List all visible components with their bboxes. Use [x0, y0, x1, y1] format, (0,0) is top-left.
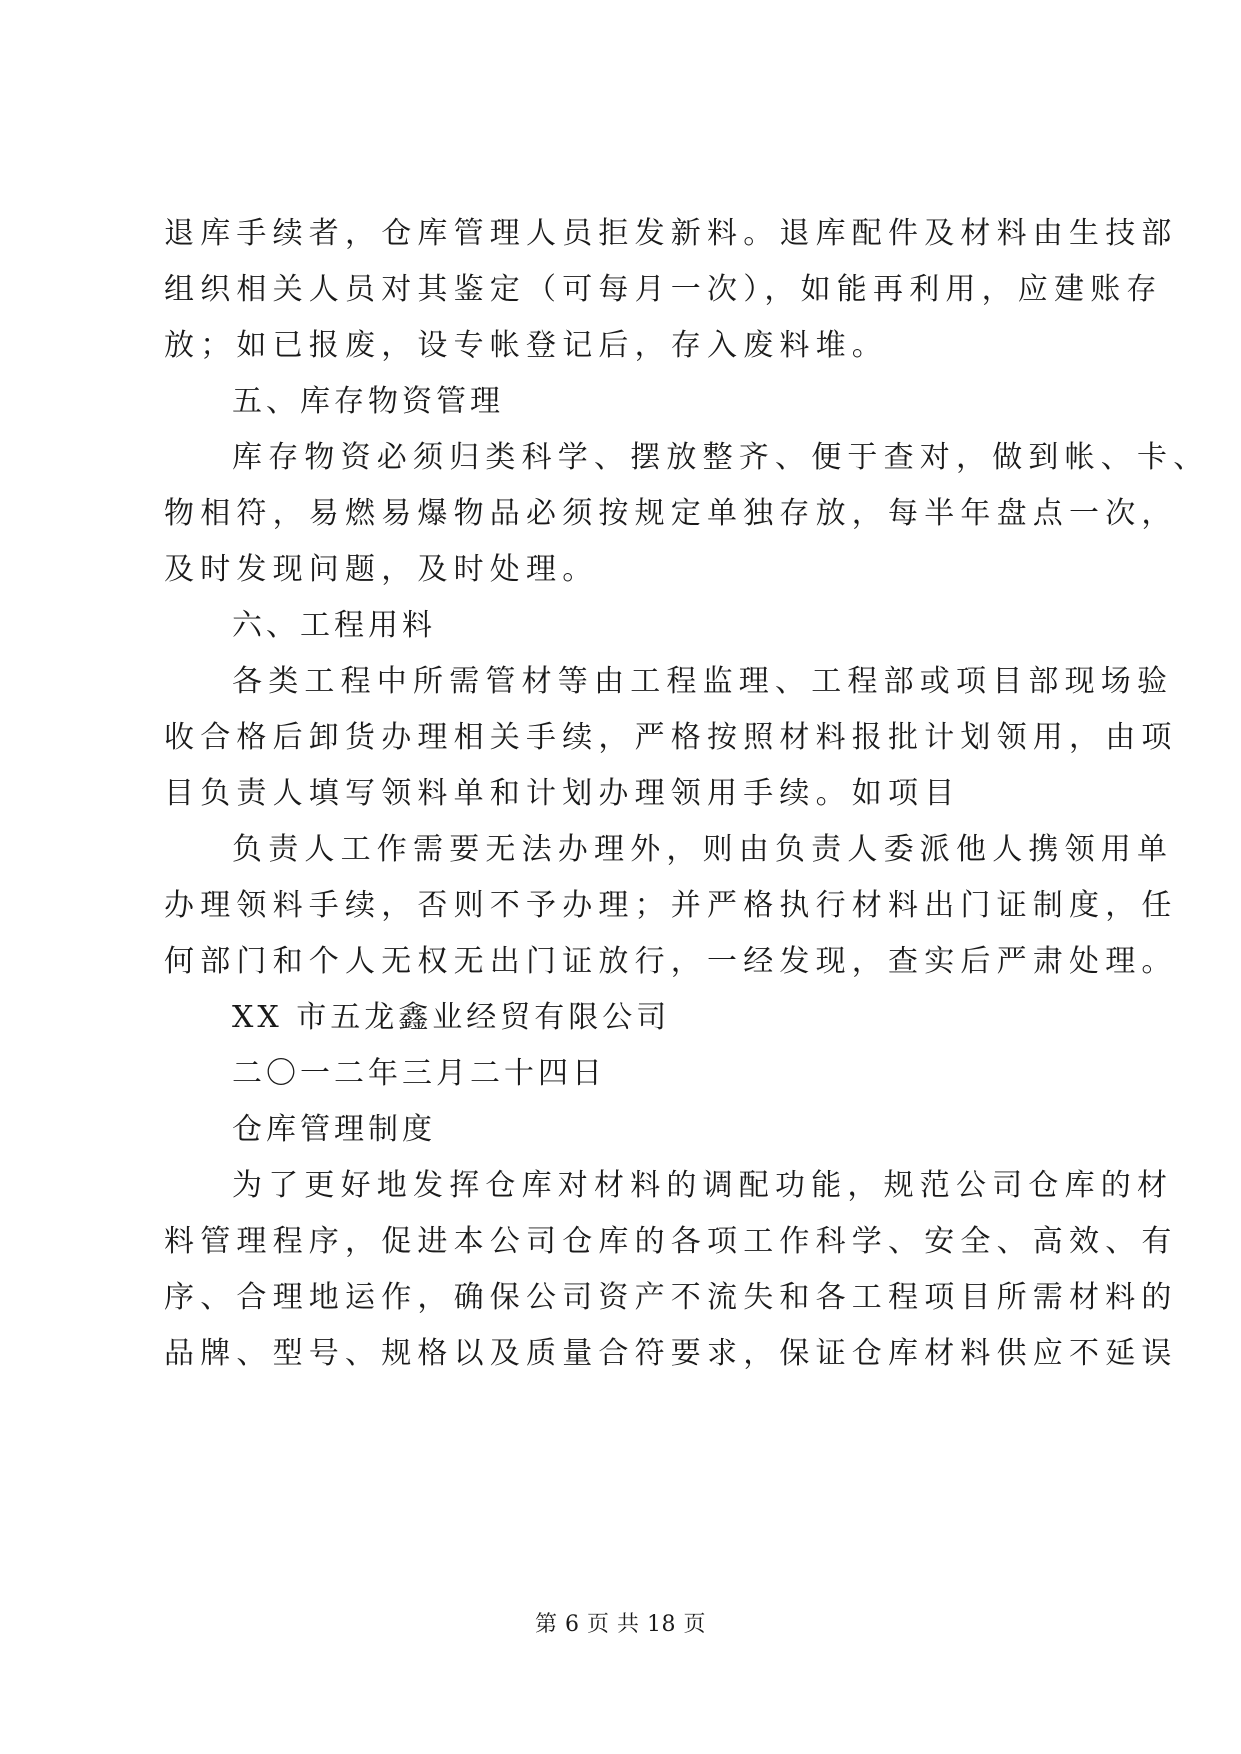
text-line-1: 退库手续者，仓库管理人员拒发新料。退库配件及材料由生技部	[164, 216, 1178, 251]
text-line-7: 及时发现问题，及时处理。	[164, 552, 599, 587]
text-line-21: 品牌、型号、规格以及质量合符要求，保证仓库材料供应不延误	[164, 1336, 1178, 1371]
section-heading-5: 五、库存物资管理	[232, 384, 504, 419]
text-line-2: 组织相关人员对其鉴定（可每月一次），如能再利用，应建账存	[164, 272, 1163, 307]
document-title: 仓库管理制度	[232, 1112, 436, 1147]
text-line-11: 目负责人填写领料单和计划办理领用手续。如项目	[164, 776, 961, 811]
text-line-9: 各类工程中所需管材等由工程监理、工程部或项目部现场验	[232, 664, 1174, 699]
text-line-6: 物相符，易燃易爆物品必须按规定单独存放，每半年盘点一次，	[164, 496, 1178, 531]
text-line-3: 放；如已报废，设专帐登记后，存入废料堆。	[164, 328, 888, 363]
text-line-5: 库存物资必须归类科学、摆放整齐、便于查对，做到帐、卡、	[232, 440, 1210, 475]
section-heading-6: 六、工程用料	[232, 608, 436, 643]
document-date: 二〇一二年三月二十四日	[232, 1056, 606, 1091]
text-line-10: 收合格后卸货办理相关手续，严格按照材料报批计划领用，由项	[164, 720, 1178, 755]
text-line-18: 为了更好地发挥仓库对材料的调配功能，规范公司仓库的材	[232, 1168, 1174, 1203]
page-number-footer: 第 6 页 共 18 页	[535, 1612, 706, 1637]
text-line-14: 何部门和个人无权无出门证放行，一经发现，查实后严肃处理。	[164, 944, 1178, 979]
text-line-19: 料管理程序，促进本公司仓库的各项工作科学、安全、高效、有	[164, 1224, 1178, 1259]
company-name: XX 市五龙鑫业经贸有限公司	[232, 1000, 671, 1035]
text-line-13: 办理领料手续，否则不予办理；并严格执行材料出门证制度，任	[164, 888, 1178, 923]
text-line-20: 序、合理地运作，确保公司资产不流失和各工程项目所需材料的	[164, 1280, 1178, 1315]
text-line-12: 负责人工作需要无法办理外，则由负责人委派他人携领用单	[232, 832, 1174, 867]
